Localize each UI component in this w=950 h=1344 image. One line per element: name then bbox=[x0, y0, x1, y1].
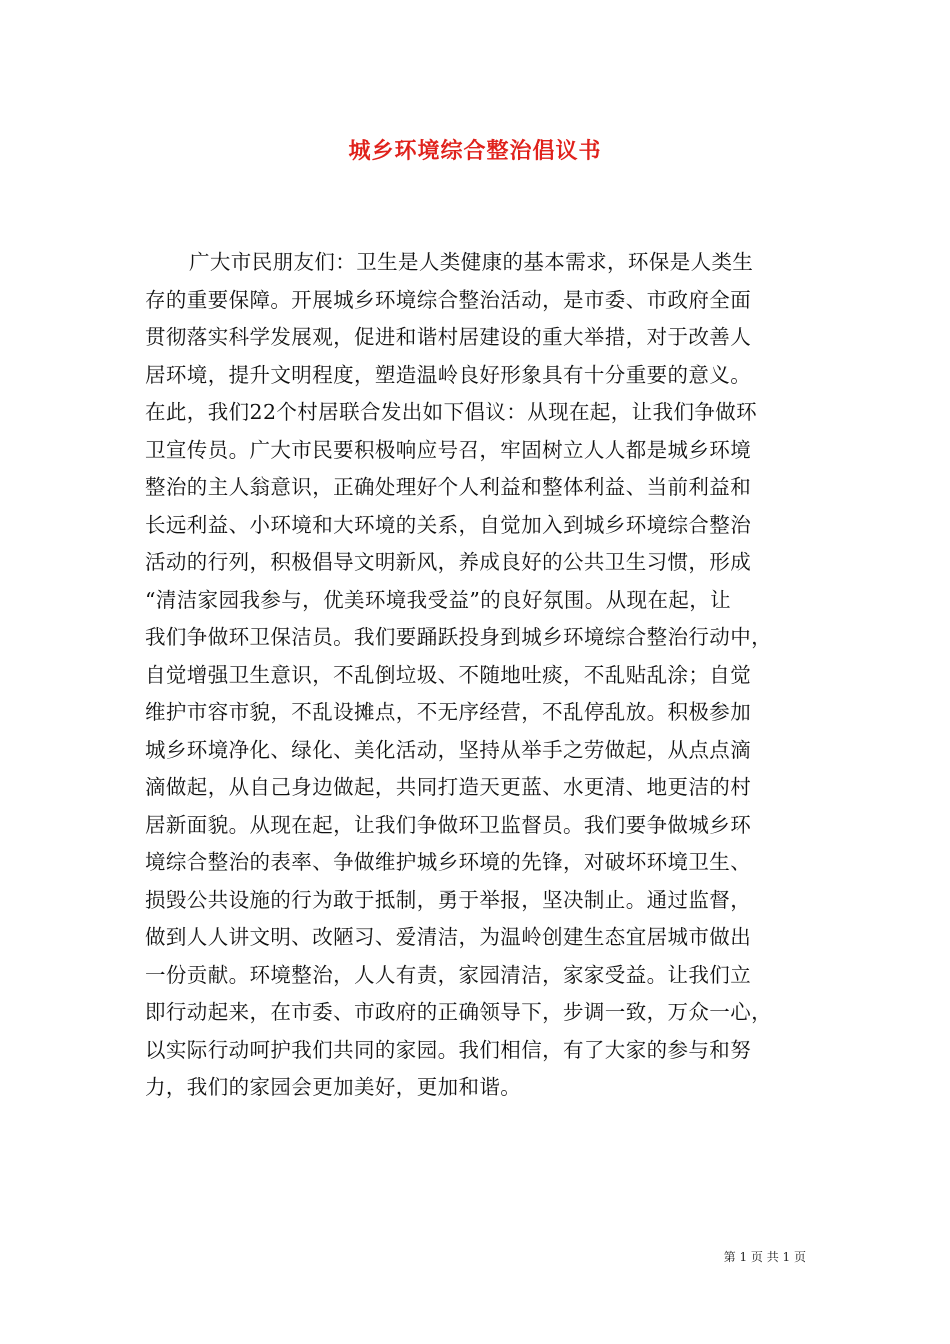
paragraph-line: 居新面貌。从现在起，让我们争做环卫监督员。我们要争做城乡环 bbox=[145, 812, 752, 837]
paragraph-line: 存的重要保障。开展城乡环境综合整治活动，是市委、市政府全面 bbox=[145, 287, 752, 312]
paragraph-line: 长远利益、小环境和大环境的关系，自觉加入到城乡环境综合整治 bbox=[145, 512, 752, 537]
paragraph-line: 居环境，提升文明程度，塑造温岭良好形象具有十分重要的意义。 bbox=[145, 362, 752, 387]
paragraph-line: 滴做起，从自己身边做起，共同打造天更蓝、水更清、地更洁的村 bbox=[145, 775, 752, 799]
paragraph-line: 损毁公共设施的行为敢于抵制，勇于举报，坚决制止。通过监督， bbox=[145, 887, 752, 912]
body-paragraph bbox=[145, 244, 815, 1107]
paragraph-line: 整治的主人翁意识，正确处理好个人利益和整体利益、当前利益和 bbox=[145, 475, 752, 499]
paragraph-line: 力，我们的家园会更加美好，更加和谐。 bbox=[145, 1075, 522, 1099]
paragraph-line: 贯彻落实科学发展观，促进和谐村居建设的重大举措，对于改善人 bbox=[145, 325, 752, 349]
paragraph-line: 自觉增强卫生意识，不乱倒垃圾、不随地吐痰，不乱贴乱涂；自觉 bbox=[145, 662, 752, 687]
paragraph-line: 活动的行列，积极倡导文明新风，养成良好的公共卫生习惯，形成 bbox=[145, 550, 752, 574]
paragraph-line: 我们争做环卫保洁员。我们要踊跃投身到城乡环境综合整治行动中， bbox=[145, 625, 772, 649]
paragraph-line: 广大市民朋友们：卫生是人类健康的基本需求，环保是人类生 bbox=[189, 250, 754, 274]
document-title: 城乡环境综合整治倡议书 bbox=[348, 138, 602, 164]
paragraph-line: 城乡环境净化、绿化、美化活动，坚持从举手之劳做起，从点点滴 bbox=[145, 737, 752, 762]
paragraph-line: 一份贡献。环境整治，人人有责，家园清洁，家家受益。让我们立 bbox=[145, 962, 752, 987]
page-number-footer: 第 1 页 共 1 页 bbox=[723, 1250, 806, 1264]
paragraph-line: 即行动起来，在市委、市政府的正确领导下，步调一致，万众一心， bbox=[145, 1000, 772, 1024]
paragraph-line: 维护市容市貌，不乱设摊点，不无序经营，不乱停乱放。积极参加 bbox=[145, 700, 752, 724]
paragraph-line: 境综合整治的表率、争做维护城乡环境的先锋，对破坏环境卫生、 bbox=[145, 850, 752, 874]
paragraph-line: 在此，我们22个村居联合发出如下倡议：从现在起，让我们争做环 bbox=[145, 400, 758, 424]
paragraph-line: “清洁家园我参与，优美环境我受益”的良好氛围。从现在起，让 bbox=[145, 587, 732, 612]
paragraph-line: 卫宣传员。广大市民要积极响应号召，牢固树立人人都是城乡环境 bbox=[145, 437, 752, 462]
paragraph-line: 以实际行动呵护我们共同的家园。我们相信，有了大家的参与和努 bbox=[145, 1037, 752, 1062]
paragraph-line: 做到人人讲文明、改陋习、爱清洁，为温岭创建生态宜居城市做出 bbox=[145, 925, 752, 949]
